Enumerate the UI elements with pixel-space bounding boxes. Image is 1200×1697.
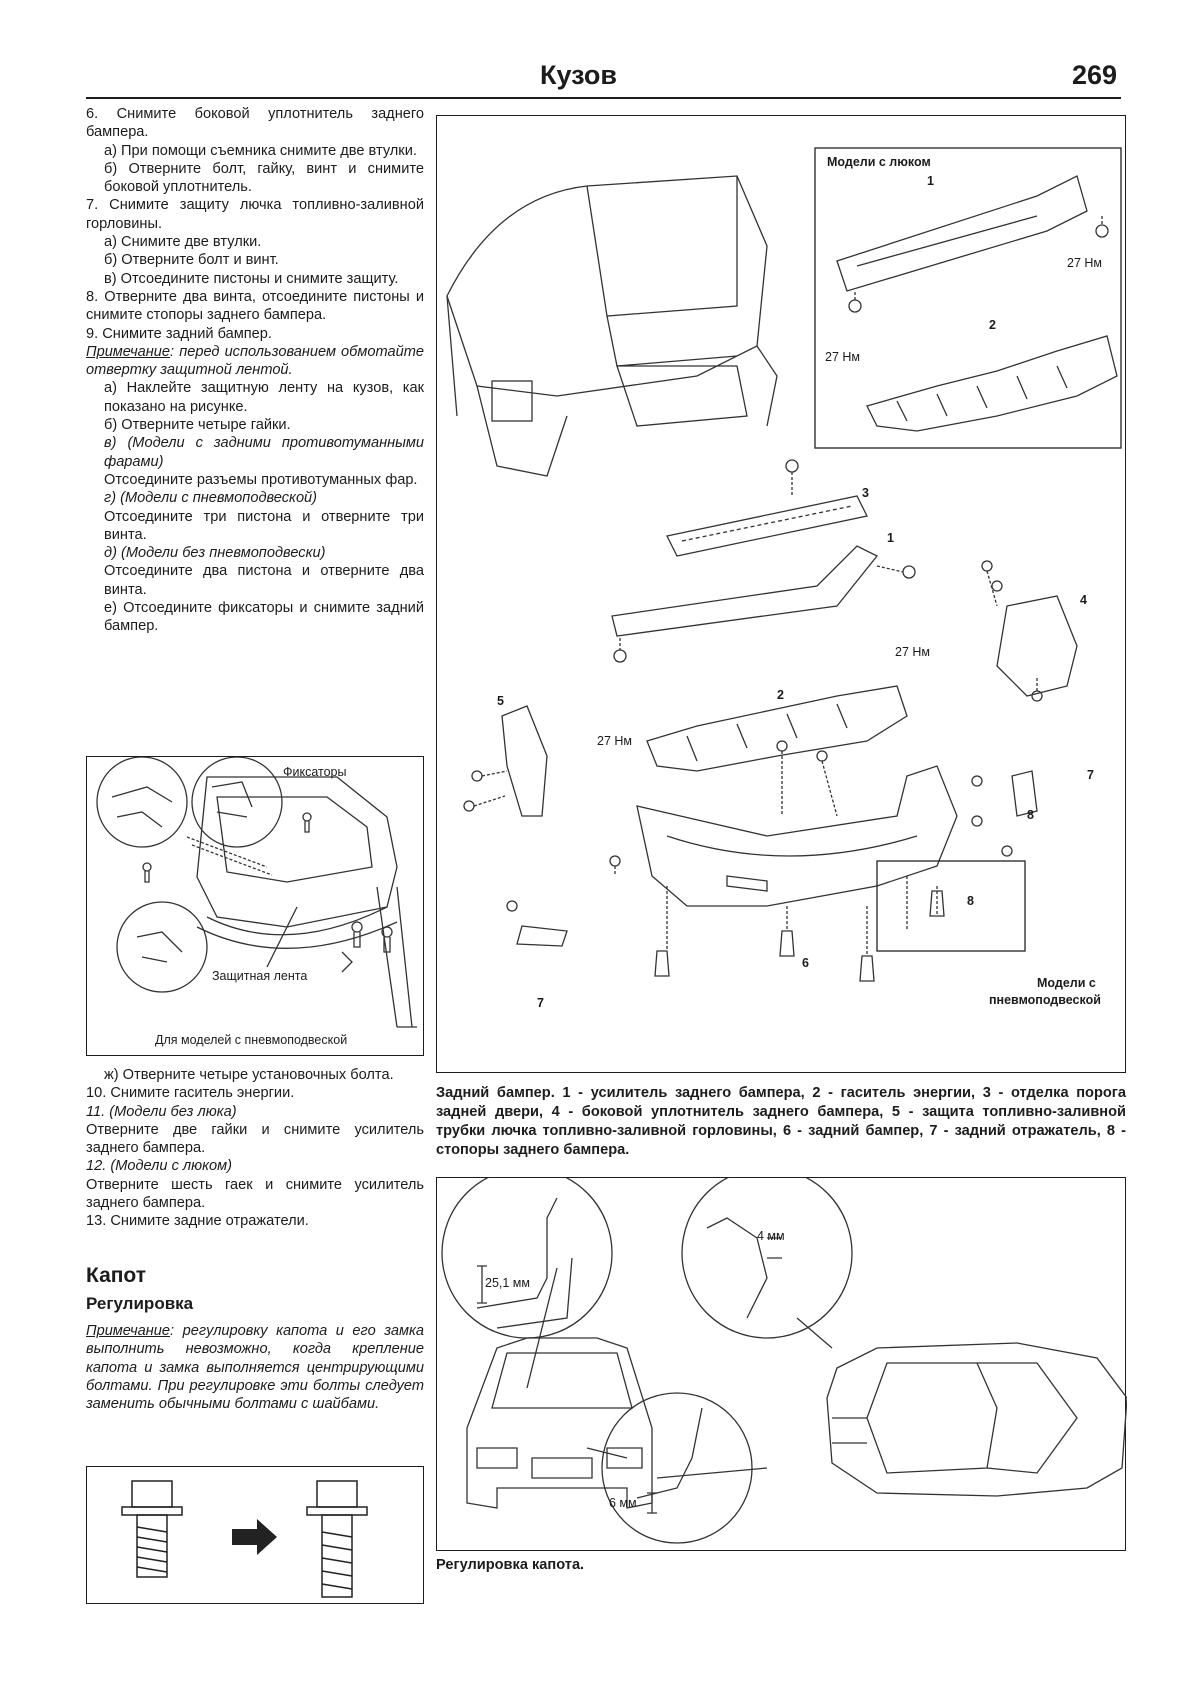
step-8: 8. Отверните два винта, отсоедините пистоны и снимите стопоры заднего бампера. bbox=[86, 288, 424, 324]
procedure-text-2 bbox=[86, 1066, 424, 1231]
step-7: 7. Снимите защиту лючка топливно-заливной горловины. bbox=[86, 197, 424, 232]
callout-6: 6 bbox=[802, 956, 809, 970]
callout-1: 1 bbox=[887, 531, 894, 545]
step-6b: б) Отверните болт, гайку, винт и снимите боковой уплотнитель. bbox=[104, 160, 424, 196]
callout-7-right: 7 bbox=[1087, 768, 1094, 782]
tape-figure bbox=[86, 756, 424, 1056]
note-1-label: Примечание bbox=[86, 343, 171, 360]
callout-2-inset: 2 bbox=[989, 318, 996, 332]
step-11-condition: 11. (Модели без люка) bbox=[86, 1103, 237, 1120]
bolt-figure bbox=[86, 1466, 424, 1604]
label-air-suspension-1: Модели с bbox=[1037, 976, 1096, 990]
bolt-replacement-illustration bbox=[87, 1467, 425, 1605]
label-protective-tape: Защитная лента bbox=[212, 969, 308, 983]
subsection-title-adjustment: Регулировка bbox=[86, 1294, 194, 1313]
step-9c-condition: в) (Модели с задними противотуманными фарами) bbox=[104, 435, 424, 470]
step-9a: а) Наклейте защитную ленту на кузов, как показано на рисунке. bbox=[104, 380, 424, 415]
caption-rear-bumper: Задний бампер. 1 - усилитель заднего бампера, 2 - гаситель энергии, 3 - отделка порога задней двери, 4 - боковой уплотнитель заднего бампера, 5 - защита топливно-заливной трубки лючка топливно-заливной горловины, 6 - задний бампер, 7 - задний отражатель, 8 - стопоры заднего бампера. bbox=[436, 1085, 1126, 1158]
callout-4: 4 bbox=[1080, 593, 1087, 607]
step-13: 13. Снимите задние отражатели. bbox=[86, 1213, 309, 1230]
header-rule bbox=[86, 97, 1121, 99]
step-9g: ж) Отверните четыре установочных болта. bbox=[104, 1067, 394, 1083]
step-10: 10. Снимите гаситель энергии. bbox=[86, 1085, 295, 1102]
step-6: 6. Снимите боковой уплотнитель заднего бампера. bbox=[86, 106, 424, 141]
dim-label-gap: 25,1 мм bbox=[485, 1276, 530, 1290]
note-2-text: : регулировку капота и его замка выполнить невозможно, когда крепление капота и замка выполняется центрирующими болтами. При регулировке эти болты следует заменить обычными болтами с шайбами. bbox=[86, 1323, 424, 1413]
note-1 bbox=[86, 343, 424, 380]
section-title-hood: Капот bbox=[86, 1264, 147, 1287]
torque-label-inset-right: 27 Нм bbox=[1067, 256, 1102, 270]
step-9c: Отсоедините разъемы противотуманных фар. bbox=[104, 471, 418, 488]
caption-hood-adjustment: Регулировка капота. bbox=[436, 1557, 585, 1573]
procedure-text bbox=[86, 105, 424, 636]
torque-label-left: 27 Нм bbox=[597, 734, 632, 748]
step-9: 9. Снимите задний бампер. bbox=[86, 325, 272, 342]
note-1-text: : перед использованием обмотайте отвертку защитной лентой. bbox=[86, 343, 424, 379]
callout-8-inset: 8 bbox=[967, 894, 974, 908]
step-12: Отверните шесть гаек и снимите усилитель заднего бампера. bbox=[86, 1176, 424, 1212]
callout-2: 2 bbox=[777, 688, 784, 702]
callout-3: 3 bbox=[862, 486, 869, 500]
step-9e: Отсоедините два пистона и отверните два винта. bbox=[104, 563, 424, 598]
step-7c: в) Отсоедините пистоны и снимите защиту. bbox=[104, 270, 399, 287]
dim-label-side: 6 мм bbox=[609, 1496, 637, 1510]
arrow-right-icon bbox=[232, 1519, 277, 1555]
torque-label-right: 27 Нм bbox=[895, 645, 930, 659]
label-air-suspension-2: пневмоподвеской bbox=[989, 993, 1101, 1007]
page-title: Кузов bbox=[540, 60, 617, 90]
step-9d-condition: г) (Модели с пневмоподвеской) bbox=[104, 490, 318, 507]
step-9d: Отсоедините три пистона и отверните три винта. bbox=[104, 508, 424, 543]
bumper-exploded-view bbox=[437, 116, 1127, 1074]
step-9f: е) Отсоедините фиксаторы и снимите задний бампер. bbox=[104, 600, 424, 635]
page-number: 269 bbox=[1072, 60, 1118, 90]
hood-adjustment-figure bbox=[436, 1177, 1126, 1551]
step-12-condition: 12. (Модели с люком) bbox=[86, 1158, 233, 1175]
label-clips: Фиксаторы bbox=[283, 765, 347, 779]
step-6a: а) При помощи съемника снимите две втулки. bbox=[104, 142, 417, 159]
dim-label-top: 4 мм bbox=[757, 1229, 785, 1243]
step-11: Отверните две гайки и снимите усилитель заднего бампера. bbox=[86, 1121, 424, 1157]
step-9b: б) Отверните четыре гайки. bbox=[104, 417, 291, 434]
callout-5: 5 bbox=[497, 694, 504, 708]
note-2-label: Примечание bbox=[86, 1323, 171, 1339]
callout-8-right: 8 bbox=[1027, 808, 1034, 822]
step-7b: б) Отверните болт и винт. bbox=[104, 252, 279, 269]
tape-illustration bbox=[87, 757, 425, 1057]
step-7a: а) Снимите две втулки. bbox=[104, 234, 262, 251]
label-air-suspension-models: Для моделей с пневмоподвеской bbox=[155, 1033, 348, 1047]
note-2 bbox=[86, 1322, 424, 1413]
callout-1-inset: 1 bbox=[927, 174, 934, 188]
step-9e-condition: д) (Модели без пневмоподвески) bbox=[104, 545, 326, 562]
torque-label-inset-left: 27 Нм bbox=[825, 350, 860, 364]
label-sunroof-models: Модели с люком bbox=[827, 155, 931, 169]
callout-7-left: 7 bbox=[537, 996, 544, 1010]
rear-bumper-figure bbox=[436, 115, 1126, 1073]
